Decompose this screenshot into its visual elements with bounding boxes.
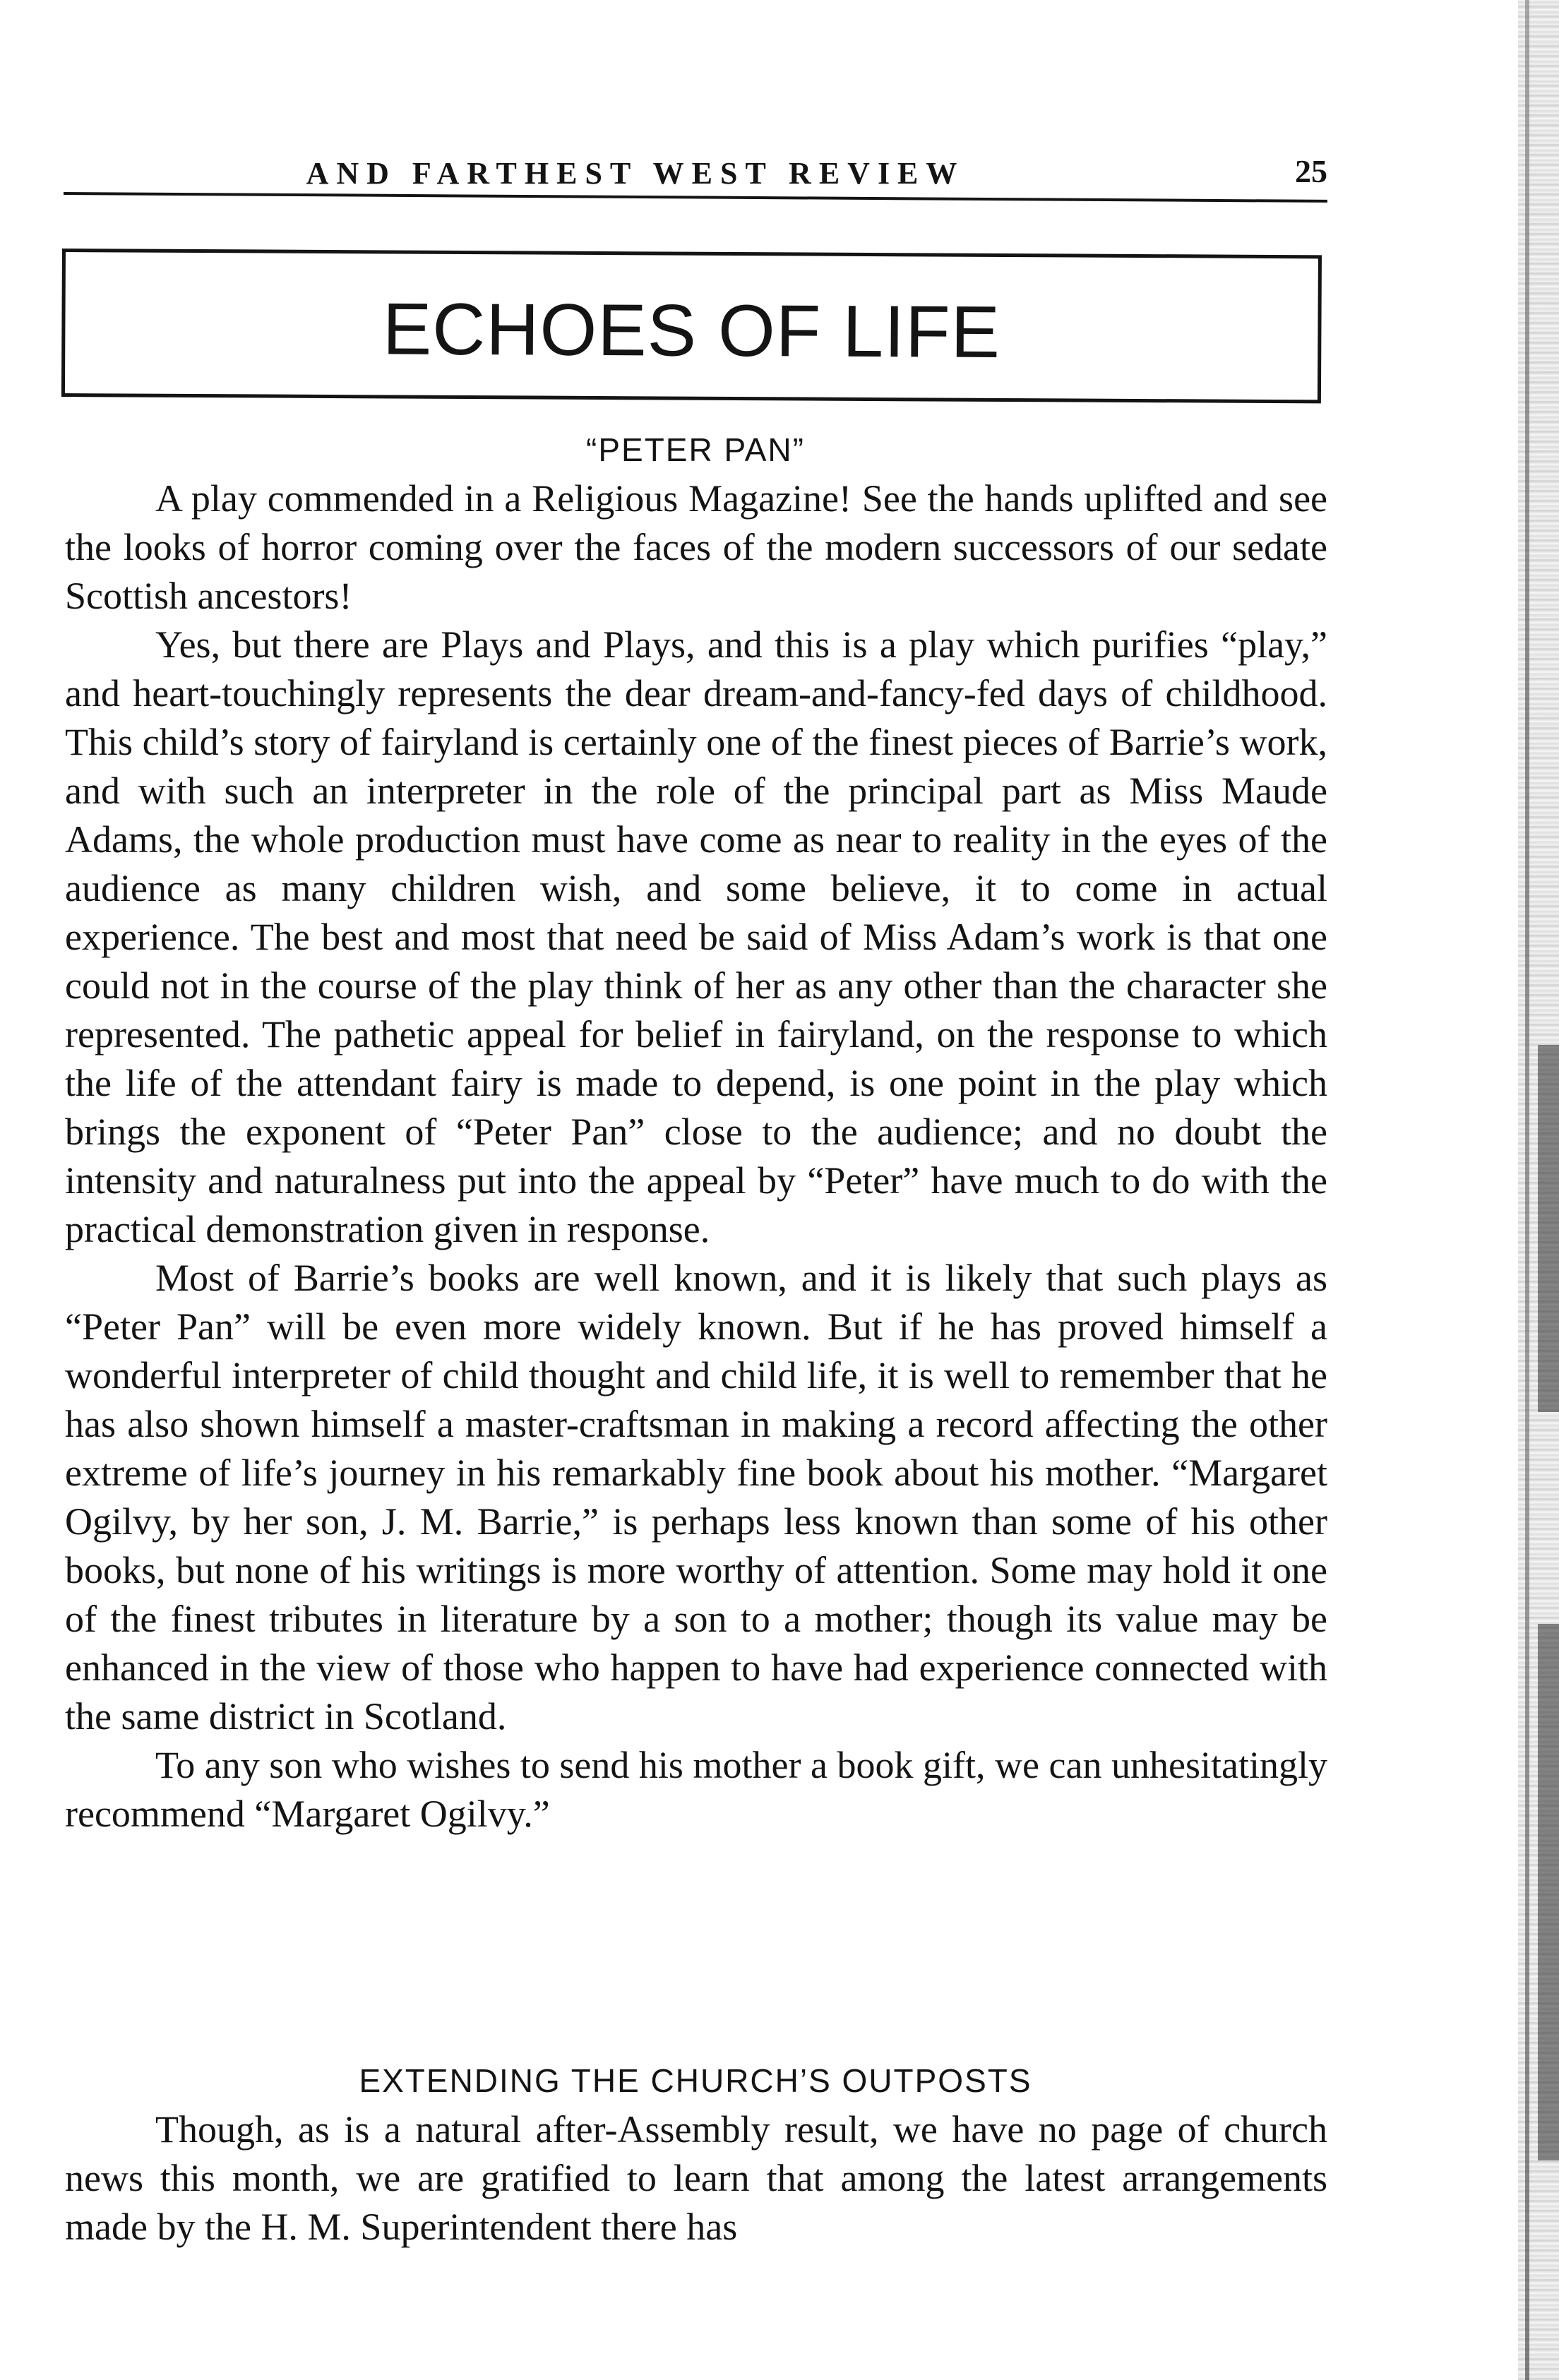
paragraph: A play commended in a Religious Magazine! See the hands uplifted and see the looks of horror coming over the faces of the modern successors of our sedate Scottish ancestors! <box>65 477 1327 617</box>
section-body-peter-pan <box>65 474 1327 1838</box>
page-number: 25 <box>1295 153 1327 189</box>
scan-edge-shadow <box>1538 1045 1559 1412</box>
scan-edge-line <box>1525 0 1529 2380</box>
paragraph: Yes, but there are Plays and Plays, and this is a play which purifies “play,” and heart-touchingly represents the dear dream-and-fancy-fed days of childhood. This child’s story of fairyland is certainly one of the finest pieces of Barrie’s work, and with such an interpreter in the role of the principal part as Miss Maude Adams, the whole production must have come as near to reality in the eyes of the audience as many children wish, and some believe, it to come in actual experience. The best and most that need be said of Miss Adam’s work is that one could not in the course of the play think of her as any other than the character she represented. The pathetic appeal for belief in fairyland, on the response to which the life of the attendant fairy is made to depend, is one point in the play which brings the exponent of “Peter Pan” close to the audience; and no doubt the intensity and naturalness put into the appeal by “Peter” have much to do with the practical demonstration given in response. <box>65 623 1327 1250</box>
running-title: AND FARTHEST WEST REVIEW <box>306 156 965 191</box>
paragraph: Most of Barrie’s books are well known, and it is likely that such plays as “Peter Pan” will be even more widely known. But if he has proved himself a wonderful interpreter of child thought and child life, it is well to remember that he has also shown himself a master-craftsman in making a record affecting the other extreme of life’s journey in his remarkably fine book about his mother. “Margaret Ogilvy, by her son, J. M. Barrie,” is perhaps less known than some of his other books, but none of his writings is more worthy of attention. Some may hold it one of the finest tributes in literature by a son to a mother; though its value may be enhanced in the view of those who happen to have had experience connected with the same district in Scotland. <box>65 1257 1327 1738</box>
running-header <box>64 150 1327 192</box>
title-box <box>61 249 1322 403</box>
header-rule <box>64 192 1327 203</box>
scan-edge-shadow <box>1538 1624 1559 2160</box>
section-heading-peter-pan: “PETER PAN” <box>586 431 805 468</box>
paragraph: Though, as is a natural after-Assembly result, we have no page of church news this month, we are gratified to learn that among the latest arrangements made by the H. M. Superintendent there has <box>65 2108 1327 2248</box>
section-body-church-outposts <box>65 2105 1327 2252</box>
page-title: ECHOES OF LIFE <box>382 288 1001 373</box>
section-heading-church-outposts: EXTENDING THE CHURCH’S OUTPOSTS <box>359 2062 1032 2099</box>
paragraph: To any son who wishes to send his mother a book gift, we can unhesitatingly recommend “Margaret Ogilvy.” <box>65 1744 1327 1835</box>
